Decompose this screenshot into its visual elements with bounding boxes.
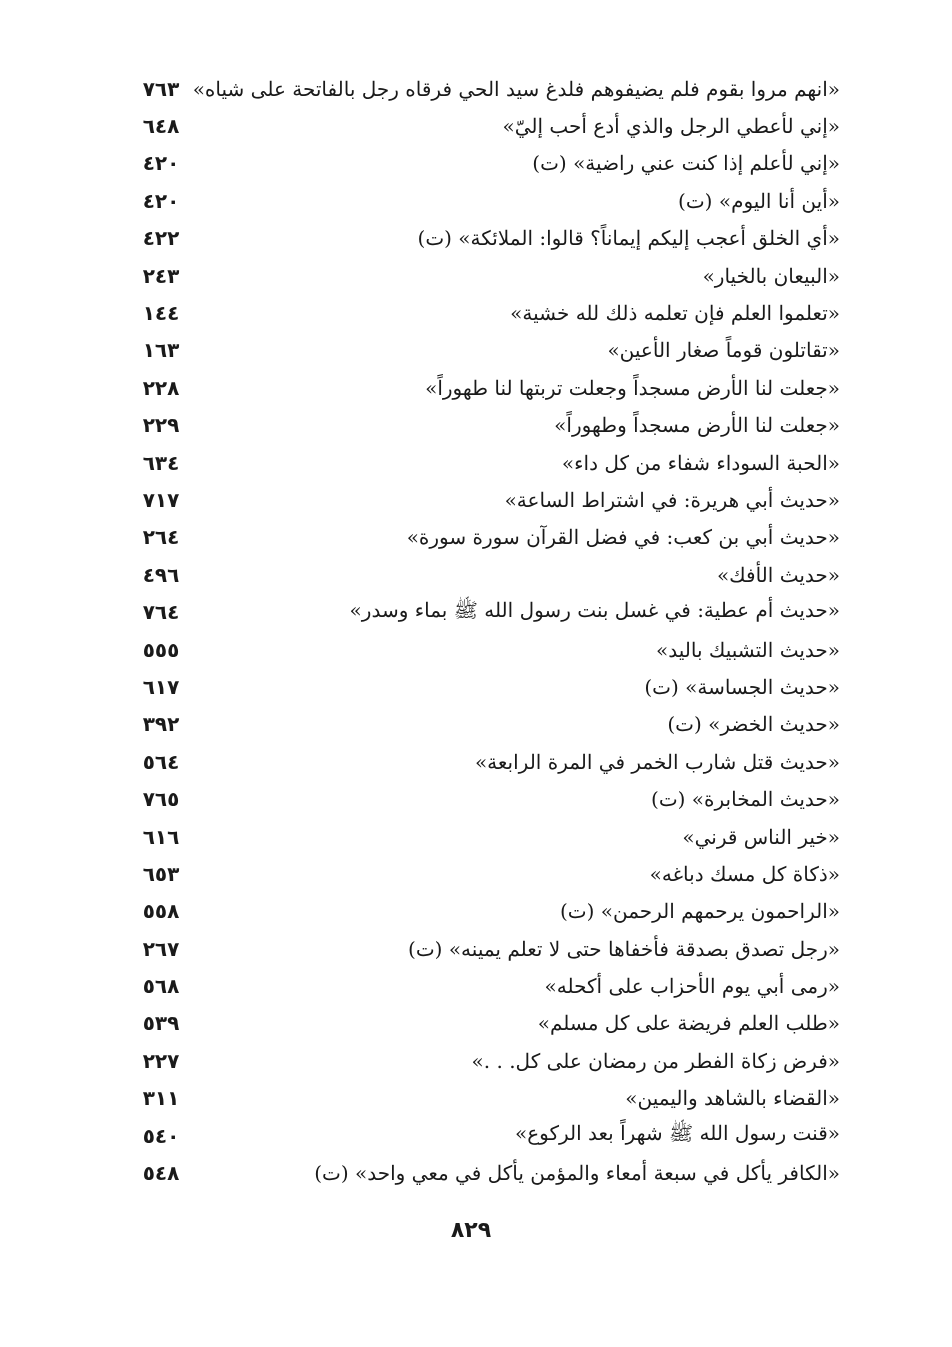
index-entry	[130, 1080, 840, 1117]
page-reference: ٢٢٧	[142, 1048, 180, 1073]
hadith-text: «جعلت لنا الأرض مسجداً وطهوراً»	[554, 413, 840, 438]
page-reference: ٥٦٤	[142, 749, 180, 774]
page-reference: ٥٣٩	[142, 1011, 180, 1036]
index-entry	[130, 519, 840, 556]
index-entry	[130, 369, 840, 406]
page-reference: ٢٤٣	[142, 263, 180, 288]
index-entry	[130, 407, 840, 444]
index-entry	[130, 818, 840, 855]
index-entry	[130, 1154, 840, 1191]
hadith-text: «حديث الجساسة» (ت)	[644, 674, 840, 699]
hadith-text: «ذكاة كل مسك دباغه»	[649, 861, 840, 886]
index-entry	[130, 220, 840, 257]
page-reference: ٢٢٩	[142, 413, 180, 438]
index-entry	[130, 743, 840, 780]
hadith-text: «انهم مروا بقوم فلم يضيفوهم فلدغ سيد الحي فرقاه رجل بالفاتحة على شياه»	[192, 76, 840, 101]
index-entry	[130, 668, 840, 705]
hadith-text: «الراحمون يرحمهم الرحمن» (ت)	[559, 899, 840, 924]
page-reference: ٢٢٨	[142, 375, 180, 400]
page-reference: ٧٦٣	[142, 76, 180, 101]
page-reference: ٦١٧	[142, 674, 180, 699]
index-entry	[130, 332, 840, 369]
index-entry	[130, 70, 840, 107]
page-reference: ٦٤٨	[142, 114, 180, 139]
index-entry	[130, 257, 840, 294]
index-entry	[130, 444, 840, 481]
index-entry	[130, 481, 840, 518]
hadith-text: «أي الخلق أعجب إليكم إيماناً؟ قالوا: الملائكة» (ت)	[417, 226, 840, 251]
page-reference: ٤٢٠	[142, 151, 180, 176]
index-entry	[130, 1042, 840, 1079]
hadith-text: «رجل تصدق بصدقة فأخفاها حتى لا تعلم يمينه» (ت)	[408, 936, 840, 961]
hadith-text: «القضاء بالشاهد واليمين»	[625, 1086, 840, 1111]
page-reference: ٤٢٠	[142, 188, 180, 213]
page-reference: ٣١١	[142, 1086, 180, 1111]
index-entry	[130, 855, 840, 892]
page-reference: ٧٦٤	[142, 600, 180, 625]
index-entry	[130, 1005, 840, 1042]
hadith-text: «قنت رسول الله ﷺ شهراً بعد الركوع»	[514, 1121, 840, 1146]
index-entry	[130, 556, 840, 593]
hadith-text: «طلب العلم فريضة على كل مسلم»	[537, 1011, 840, 1036]
hadith-text: «تعلموا العلم فإن تعلمه ذلك لله خشية»	[510, 301, 840, 326]
hadith-text: «حديث أبي هريرة: في اشتراط الساعة»	[504, 487, 840, 512]
page-reference: ٦٥٣	[142, 861, 180, 886]
hadith-text: «جعلت لنا الأرض مسجداً وجعلت تربتها لنا طهوراً»	[425, 375, 840, 400]
page-reference: ٥٥٥	[142, 637, 180, 662]
index-entry	[130, 145, 840, 182]
index-entry	[130, 706, 840, 743]
index-entry	[130, 967, 840, 1004]
page-reference: ٥٥٨	[142, 899, 180, 924]
hadith-text: «حديث التشبيك باليد»	[656, 637, 840, 662]
page-reference: ٥٤٨	[142, 1161, 180, 1186]
page-reference: ٧١٧	[142, 487, 180, 512]
index-entry	[130, 780, 840, 817]
page-reference: ٤٢٢	[142, 226, 180, 251]
hadith-text: «فرض زكاة الفطر من رمضان على كل. . .»	[471, 1048, 840, 1073]
hadith-text: «تقاتلون قوماً صغار الأعين»	[607, 338, 840, 363]
index-entry	[130, 930, 840, 967]
index-entry	[130, 593, 840, 630]
hadith-text: «خير الناس قرني»	[682, 824, 840, 849]
index-entry	[130, 893, 840, 930]
hadith-text: «أين أنا اليوم» (ت)	[678, 188, 840, 213]
hadith-text: «إني لأعطي الرجل والذي أدع أحب إليّ»	[502, 114, 840, 139]
index-entry	[130, 631, 840, 668]
hadith-index-list	[130, 70, 840, 1192]
index-entry	[130, 107, 840, 144]
hadith-text: «البيعان بالخيار»	[702, 263, 840, 288]
page-reference: ٢٦٤	[142, 525, 180, 550]
page-reference: ٣٩٢	[142, 712, 180, 737]
hadith-text: «الكافر يأكل في سبعة أمعاء والمؤمن يأكل في معي واحد» (ت)	[314, 1161, 840, 1186]
hadith-text: «حديث قتل شارب الخمر في المرة الرابعة»	[474, 749, 840, 774]
index-entry	[130, 294, 840, 331]
page-reference: ١٤٤	[142, 301, 180, 326]
index-entry	[130, 182, 840, 219]
page-reference: ٥٤٠	[142, 1123, 180, 1148]
index-entry	[130, 1117, 840, 1154]
page-reference: ٥٦٨	[142, 974, 180, 999]
page-reference: ٦١٦	[142, 824, 180, 849]
hadith-text: «الحبة السوداء شفاء من كل داء»	[561, 450, 840, 475]
hadith-text: «رمى أبي يوم الأحزاب على أكحله»	[544, 974, 840, 999]
page-number: ٨٢٩	[450, 1218, 492, 1243]
page-reference: ٤٩٦	[142, 562, 180, 587]
page-reference: ٦٣٤	[142, 450, 180, 475]
hadith-text: «حديث الخضر» (ت)	[667, 712, 840, 737]
hadith-text: «حديث المخابرة» (ت)	[651, 787, 840, 812]
hadith-text: «حديث أبي بن كعب: في فضل القرآن سورة سورة»	[406, 525, 840, 550]
hadith-text: «حديث الأفك»	[716, 562, 840, 587]
hadith-text: «حديث أم عطية: في غسل بنت رسول الله ﷺ بماء وسدر»	[349, 597, 840, 622]
page-reference: ١٦٣	[142, 338, 180, 363]
page-reference: ٢٦٧	[142, 936, 180, 961]
hadith-text: «إني لأعلم إذا كنت عني راضية» (ت)	[532, 151, 840, 176]
page-reference: ٧٦٥	[142, 787, 180, 812]
